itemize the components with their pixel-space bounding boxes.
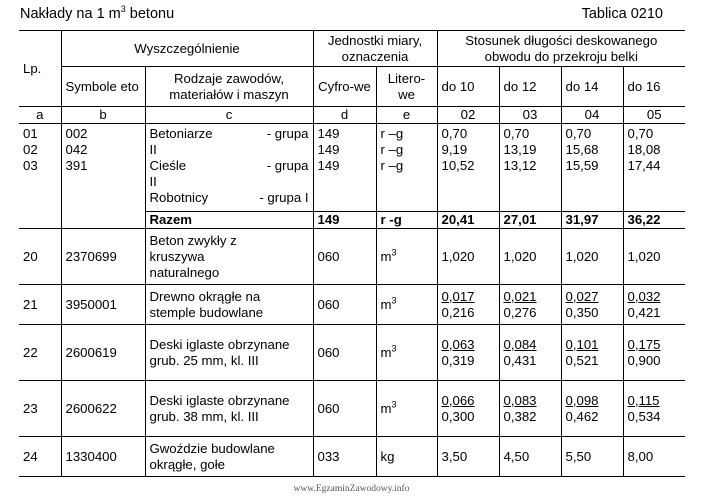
- col-code: 05: [623, 107, 685, 124]
- value-cell: 0,021 0,276: [499, 285, 561, 325]
- col-code: 04: [561, 107, 623, 124]
- total-value: 36,22: [623, 212, 685, 229]
- total-value: 27,01: [499, 212, 561, 229]
- value-cell: 0,101 0,521: [561, 325, 623, 381]
- table-id: Tablica 0210: [581, 6, 663, 22]
- symbol-cell: 3950001: [61, 285, 145, 325]
- total-numeric: 149: [313, 212, 376, 229]
- total-value: 20,41: [437, 212, 499, 229]
- total-label: Razem: [145, 212, 313, 229]
- col-code: 02: [437, 107, 499, 124]
- value-cell: 0,115 0,534: [623, 381, 685, 437]
- symbol-cell: 2370699: [61, 229, 145, 285]
- symbol-cell: 2600622: [61, 381, 145, 437]
- name-cell: Deski iglaste obrzynane grub. 25 mm, kl. III: [145, 325, 313, 381]
- value-cell: 3,50: [437, 437, 499, 477]
- name-cell: Drewno okrągłe na stemple budowlane: [145, 285, 313, 325]
- value-cell: 5,50: [561, 437, 623, 477]
- ratio-col-header: do 10: [437, 67, 499, 107]
- value-cell: 0,032 0,421: [623, 285, 685, 325]
- symbols-header: Symbole eto: [61, 67, 145, 107]
- value-cell: 0,066 0,300: [437, 381, 499, 437]
- unit-cell: kg: [376, 437, 437, 477]
- unit-cell: $m^3$: [376, 325, 437, 381]
- value-cell: 1,020: [499, 229, 561, 285]
- value-cell: 0,083 0,382: [499, 381, 561, 437]
- value-cell: 0,70 13,19 13,12: [499, 124, 561, 212]
- numeric-cell: 033: [313, 437, 376, 477]
- value-cell: 8,00: [623, 437, 685, 477]
- total-row: [19, 212, 685, 229]
- name-cell: Gwoździe budowlane okrągłe, gołe: [145, 437, 313, 477]
- value-cell: 0,063 0,319: [437, 325, 499, 381]
- ratio-col-header: do 12: [499, 67, 561, 107]
- table-row: [19, 437, 685, 477]
- name-cell: Deski iglaste obrzynane grub. 38 mm, kl. III: [145, 381, 313, 437]
- lp-cell: 22: [19, 325, 61, 381]
- ratio-col-header: do 16: [623, 67, 685, 107]
- symbol-cell: 1330400: [61, 437, 145, 477]
- name-cell: Betoniarze - grupa II Cieśle - grupa II Robotnicy - grupa I: [145, 124, 313, 212]
- value-cell: 0,70 9,19 10,52: [437, 124, 499, 212]
- letter-cell: r –g r –g r –g: [376, 124, 437, 212]
- symbol-cell: 002 042 391: [61, 124, 145, 212]
- norms-table: [19, 30, 685, 477]
- unit-cell: $m^3$: [376, 381, 437, 437]
- kinds-header: Rodzaje zawodów, materiałów i maszyn: [145, 67, 313, 107]
- value-cell: 0,70 18,08 17,44: [627, 126, 661, 173]
- unit-cell: $m^3$: [376, 285, 437, 325]
- value-cell: 0,175 0,900: [623, 325, 685, 381]
- numeric-cell: 060: [313, 285, 376, 325]
- letter-code: e: [376, 107, 437, 124]
- numeric-cell: 060: [313, 325, 376, 381]
- name-cell: Beton zwykły z kruszywa naturalnego: [145, 229, 313, 285]
- value-cell: 1,020: [627, 248, 661, 264]
- value-cell: 0,098 0,462: [561, 381, 623, 437]
- ratio-header: Stosunek długości deskowanego obwodu do przekroju belki: [437, 31, 685, 67]
- unit-cell: $m^3$: [376, 229, 437, 285]
- lp-cell: 01 02 03: [19, 124, 61, 212]
- total-letter: r -g: [376, 212, 437, 229]
- numeric-cell: 060: [313, 229, 376, 285]
- letter-header: Litero-we: [376, 67, 437, 107]
- letter-code: d: [313, 107, 376, 124]
- value-cell: 1,020: [561, 229, 623, 285]
- symbol-cell: 2600619: [61, 325, 145, 381]
- spec-header: Wyszczególnienie: [61, 31, 313, 67]
- labor-rows: [19, 124, 685, 212]
- value-cell: 0,017 0,216: [437, 285, 499, 325]
- letter-code: c: [145, 107, 313, 124]
- lp-cell: 24: [19, 437, 61, 477]
- value-cell: 1,020: [437, 229, 499, 285]
- value-cell: 0,084 0,431: [499, 325, 561, 381]
- value-cell: 4,50: [499, 437, 561, 477]
- table-row: [19, 381, 685, 437]
- col-code: 03: [499, 107, 561, 124]
- value-cell: 0,70 15,68 15,59: [561, 124, 623, 212]
- lp-cell: 23: [19, 381, 61, 437]
- ratio-col-header: do 14: [561, 67, 623, 107]
- lp-cell: 20: [19, 229, 61, 285]
- numeric-cell: 149 149 149: [313, 124, 376, 212]
- value-cell: 0,027 0,350: [561, 285, 623, 325]
- watermark: www.EgzaminZawodowy.info: [293, 484, 410, 494]
- lp-cell: 21: [19, 285, 61, 325]
- letter-code: b: [61, 107, 145, 124]
- lp-header: Lp.: [19, 31, 61, 107]
- table-row: [19, 285, 685, 325]
- total-value: 31,97: [561, 212, 623, 229]
- numeric-header: Cyfro-we: [313, 67, 376, 107]
- page-title: Nakłady na 1 $m^3$ betonu: [20, 4, 175, 22]
- numeric-cell: 060: [313, 381, 376, 437]
- letter-code: a: [19, 107, 61, 124]
- units-header: Jednostki miary, oznaczenia: [313, 31, 437, 67]
- table-row: [19, 229, 685, 285]
- table-row: [19, 325, 685, 381]
